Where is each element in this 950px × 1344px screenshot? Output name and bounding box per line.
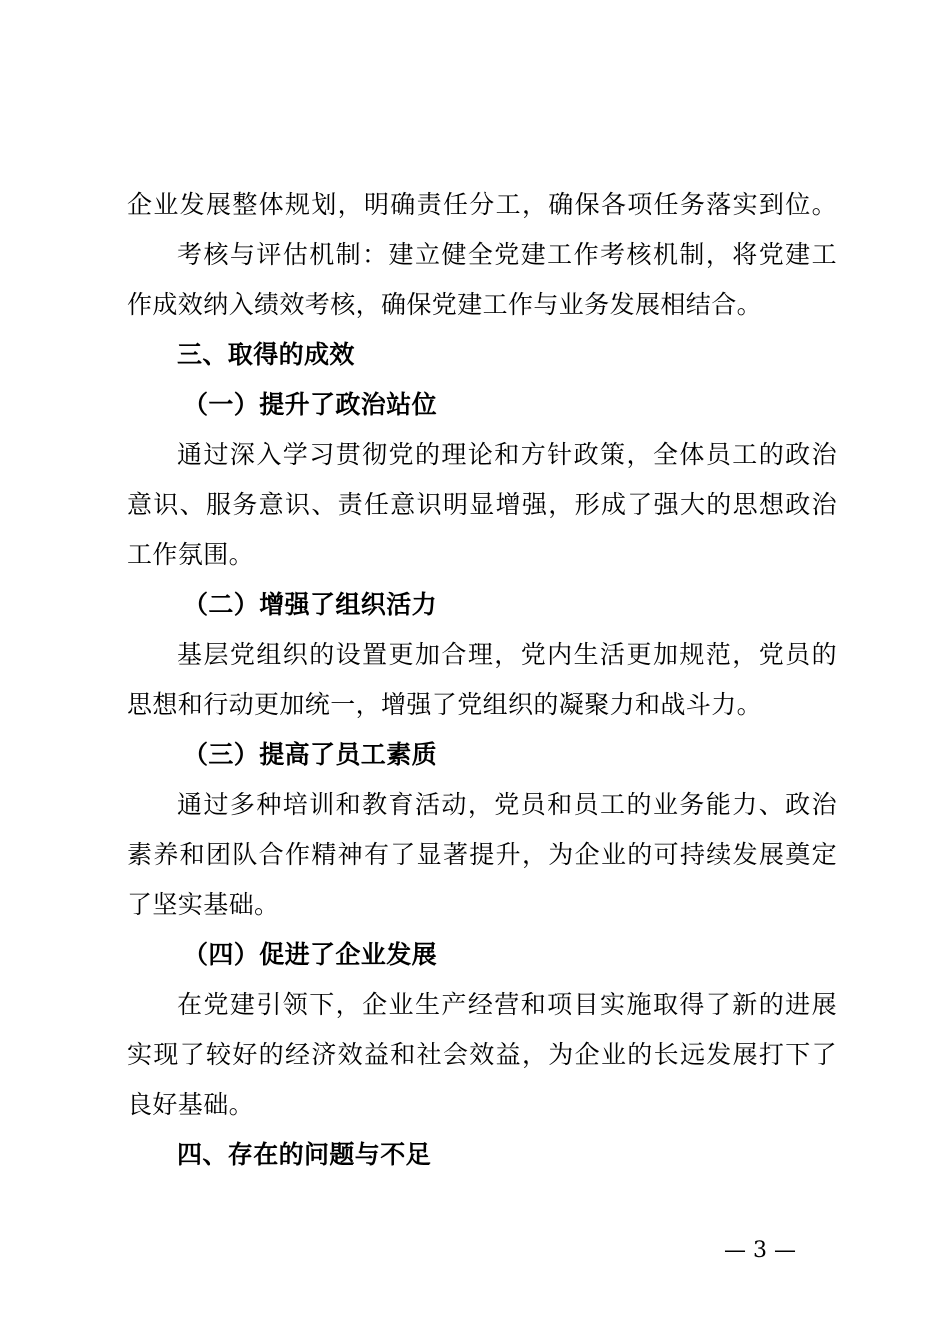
paragraph-line: 企业发展整体规划，明确责任分工，确保各项任务落实到位。	[127, 190, 837, 219]
paragraph-line: 基层党组织的设置更加合理，党内生活更加规范，党员的	[177, 640, 837, 669]
subsection-heading: （四）促进了企业发展	[183, 940, 438, 969]
subsection-heading: （三）提高了员工素质	[183, 740, 438, 769]
paragraph-line: 工作氛围。	[127, 540, 255, 569]
paragraph-line: 意识、服务意识、责任意识明显增强，形成了强大的思想政治	[127, 490, 837, 519]
paragraph-line: 思想和行动更加统一，增强了党组织的凝聚力和战斗力。	[127, 690, 763, 719]
paragraph-line: 良好基础。	[127, 1090, 255, 1119]
page-number: — 3 —	[724, 1238, 796, 1263]
subsection-heading: （二）增强了组织活力	[183, 590, 438, 619]
paragraph-line: 通过多种培训和教育活动，党员和员工的业务能力、政治	[177, 790, 837, 819]
section-heading: 四、存在的问题与不足	[177, 1140, 432, 1169]
paragraph-line: 了坚实基础。	[127, 890, 280, 919]
paragraph-line: 实现了较好的经济效益和社会效益，为企业的长远发展打下了	[127, 1040, 837, 1069]
subsection-heading: （一）提升了政治站位	[183, 390, 438, 419]
paragraph-line: 考核与评估机制：建立健全党建工作考核机制，将党建工	[177, 240, 837, 269]
paragraph-line: 素养和团队合作精神有了显著提升，为企业的可持续发展奠定	[127, 840, 837, 869]
paragraph-line: 作成效纳入绩效考核，确保党建工作与业务发展相结合。	[127, 290, 763, 319]
paragraph-line: 通过深入学习贯彻党的理论和方针政策，全体员工的政治	[177, 440, 837, 469]
paragraph-line: 在党建引领下，企业生产经营和项目实施取得了新的进展	[177, 990, 837, 1019]
section-heading: 三、取得的成效	[177, 340, 355, 369]
